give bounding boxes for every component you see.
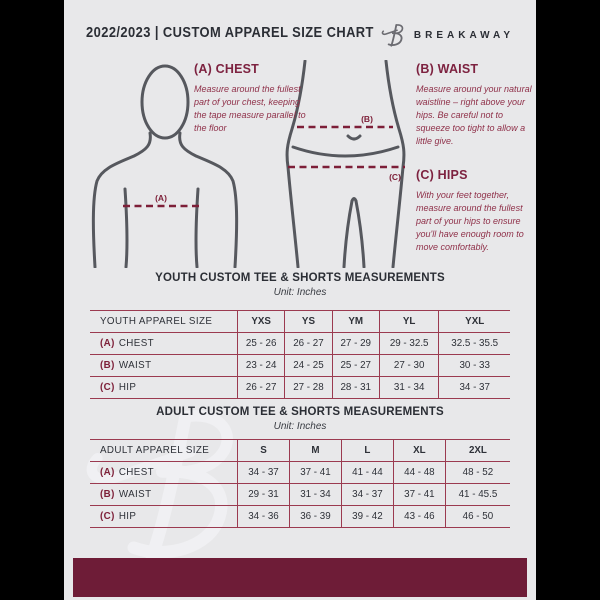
left-inner-leg-line: [344, 201, 352, 267]
hips-key: (C): [416, 168, 434, 182]
measurement-label-cell: [90, 462, 238, 484]
size-column-header: YM: [332, 311, 379, 333]
size-column-header: YS: [285, 311, 332, 333]
measurement-name: CHEST: [118, 467, 155, 478]
measurement-value-cell: 39 - 42: [341, 506, 393, 528]
measurement-value-cell: 29 - 32.5: [379, 333, 439, 355]
waist-instruction: [416, 62, 532, 148]
measurement-label-cell: [90, 377, 238, 399]
measurement-label-cell: [90, 484, 238, 506]
waist-instruction-text: Measure around your natural waistline – right above your hips. Be careful not to squeeze too tight to allow a little give.: [416, 84, 532, 147]
measurement-value-cell: 34 - 36: [238, 506, 290, 528]
chest-instruction: [194, 62, 312, 135]
table-row: [90, 355, 510, 377]
right-inner-leg-line: [356, 201, 364, 267]
youth-size-table: [90, 310, 510, 399]
table-header-row: [90, 440, 510, 462]
page-title: 2022/2023 | CUSTOM APPAREL SIZE CHART: [86, 24, 374, 41]
measurement-name: HIP: [118, 511, 137, 522]
measurement-value-cell: 28 - 31: [332, 377, 379, 399]
table-header-row: [90, 311, 510, 333]
table-row: [90, 377, 510, 399]
measurement-value-cell: 36 - 39: [289, 506, 341, 528]
table-row: [90, 333, 510, 355]
measurement-value-cell: 30 - 33: [439, 355, 510, 377]
table-row: [90, 484, 510, 506]
youth-table-unit: Unit: Inches: [273, 287, 327, 298]
right-hip-leg-outline: [386, 61, 404, 267]
measurement-name: WAIST: [118, 489, 152, 500]
measurement-value-cell: 34 - 37: [341, 484, 393, 506]
measurement-value-cell: 37 - 41: [289, 462, 341, 484]
adult-table-unit: Unit: Inches: [273, 421, 327, 432]
waist-instruction-heading: [416, 62, 532, 76]
adult-table-title: ADULT CUSTOM TEE & SHORTS MEASUREMENTS: [156, 406, 444, 418]
table-row: [90, 506, 510, 528]
measurement-value-cell: 41 - 44: [341, 462, 393, 484]
adult-size-table: [90, 439, 510, 528]
measurement-value-cell: 41 - 45.5: [445, 484, 510, 506]
measurement-key: (C): [100, 511, 115, 522]
measurement-key: (A): [100, 467, 115, 478]
measurement-value-cell: 27 - 29: [332, 333, 379, 355]
measurement-value-cell: 46 - 50: [445, 506, 510, 528]
crotch-line: [352, 199, 356, 202]
measurement-value-cell: 29 - 31: [238, 484, 290, 506]
measurement-value-cell: 48 - 52: [445, 462, 510, 484]
hip-curve-line: [293, 147, 398, 156]
size-column-header: YL: [379, 311, 439, 333]
measurement-key: (C): [100, 382, 115, 393]
measurement-value-cell: 27 - 30: [379, 355, 439, 377]
measurement-value-cell: 26 - 27: [238, 377, 285, 399]
measurement-key: (B): [100, 489, 115, 500]
left-inner-arm-line: [125, 189, 127, 267]
waist-line-label: (B): [361, 114, 373, 124]
measurement-value-cell: 34 - 37: [439, 377, 510, 399]
measurement-value-cell: 31 - 34: [289, 484, 341, 506]
measurement-value-cell: 37 - 41: [393, 484, 445, 506]
table-row: [90, 462, 510, 484]
size-header-label: ADULT APPAREL SIZE: [90, 440, 238, 462]
size-column-header: S: [238, 440, 290, 462]
measurement-name: HIP: [118, 382, 137, 393]
chest-key: (A): [194, 62, 212, 76]
chest-instruction-heading: [194, 62, 312, 76]
chest-instruction-text: Measure around the fullest part of your chest, keeping the tape measure parallel to the floor: [194, 84, 306, 134]
size-column-header: YXS: [238, 311, 285, 333]
measurement-value-cell: 25 - 26: [238, 333, 285, 355]
measurement-name: CHEST: [118, 338, 155, 349]
navel-mark: [348, 136, 360, 139]
footer-accent-bar: [73, 558, 527, 597]
size-header-label: YOUTH APPAREL SIZE: [90, 311, 238, 333]
measurement-value-cell: 31 - 34: [379, 377, 439, 399]
measurement-value-cell: 43 - 46: [393, 506, 445, 528]
head-outline: [142, 66, 188, 138]
hips-name: HIPS: [437, 168, 468, 182]
chest-line-label: (A): [155, 193, 167, 203]
measurement-value-cell: 32.5 - 35.5: [439, 333, 510, 355]
measurement-name: WAIST: [118, 360, 152, 371]
right-inner-arm-line: [196, 189, 198, 267]
measurement-key: (B): [100, 360, 115, 371]
size-column-header: 2XL: [445, 440, 510, 462]
brand-lockup: [381, 18, 514, 52]
left-shoulder-arm-outline: [93, 133, 150, 267]
measurement-label-cell: [90, 333, 238, 355]
size-column-header: YXL: [439, 311, 510, 333]
hips-instruction-text: With your feet together, measure around the fullest part of your hips to ensure you'll have enough room to move comfortably.: [416, 190, 524, 253]
size-column-header: L: [341, 440, 393, 462]
size-column-header: XL: [393, 440, 445, 462]
measurement-value-cell: 24 - 25: [285, 355, 332, 377]
right-instruction-column: [416, 62, 532, 268]
header: [86, 18, 514, 52]
measurement-value-cell: 26 - 27: [285, 333, 332, 355]
waist-name: WAIST: [437, 62, 479, 76]
hips-instruction: [416, 168, 532, 254]
size-column-header: M: [289, 440, 341, 462]
measurement-value-cell: 27 - 28: [285, 377, 332, 399]
measurement-value-cell: 23 - 24: [238, 355, 285, 377]
hips-instruction-heading: [416, 168, 532, 182]
hips-line-label: (C): [389, 172, 401, 182]
page-content: [64, 0, 536, 600]
measurement-key: (A): [100, 338, 115, 349]
right-shoulder-arm-outline: [180, 133, 237, 267]
brand-name: BREAKAWAY: [413, 29, 514, 41]
measurement-value-cell: 44 - 48: [393, 462, 445, 484]
chest-name: CHEST: [215, 62, 260, 76]
waist-key: (B): [416, 62, 434, 76]
measurement-label-cell: [90, 355, 238, 377]
measurement-label-cell: [90, 506, 238, 528]
youth-table-title: YOUTH CUSTOM TEE & SHORTS MEASUREMENTS: [155, 272, 445, 284]
measurement-value-cell: 34 - 37: [238, 462, 290, 484]
measurement-value-cell: 25 - 27: [332, 355, 379, 377]
breakaway-logo-icon: [381, 22, 407, 48]
